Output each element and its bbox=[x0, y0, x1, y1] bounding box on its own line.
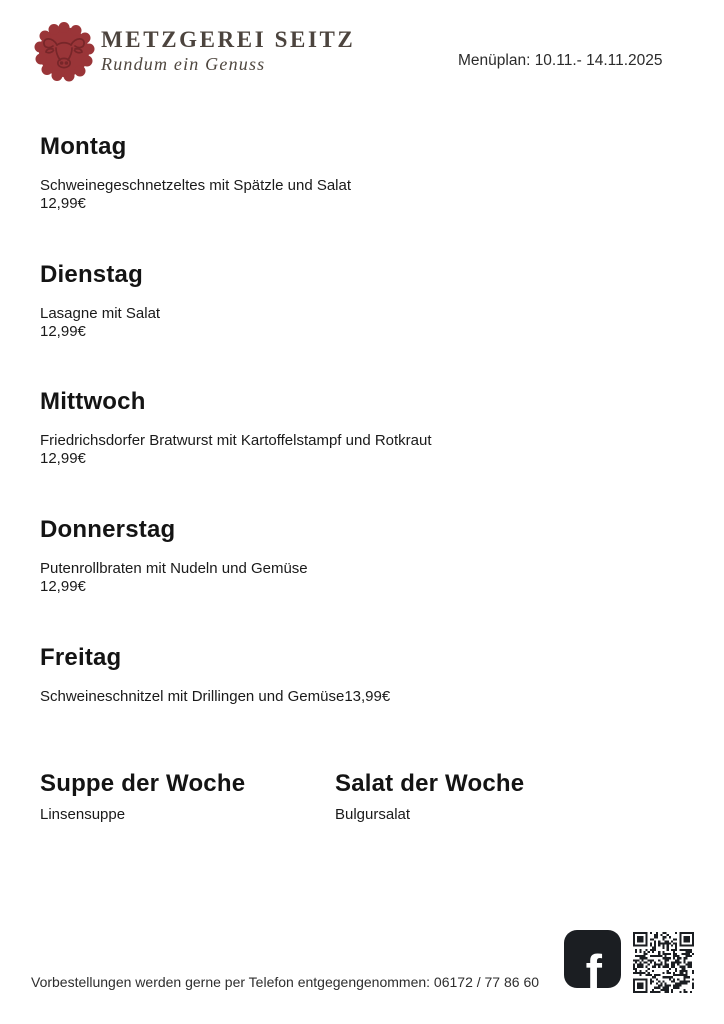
day-title: Donnerstag bbox=[40, 516, 176, 543]
day-section-donnerstag bbox=[40, 516, 680, 595]
facebook-icon[interactable] bbox=[564, 930, 621, 988]
dish-name: Schweinegeschnetzeltes mit Spätzle und Salat bbox=[40, 177, 352, 194]
dish-price: 12,99€ bbox=[40, 577, 86, 595]
day-section-dienstag bbox=[40, 261, 680, 340]
dish-entry bbox=[40, 560, 680, 595]
salad-of-week-item: Bulgursalat bbox=[335, 806, 411, 823]
butcher-seal-logo-icon bbox=[33, 21, 95, 83]
weekly-specials bbox=[40, 770, 680, 824]
dish-price: 13,99€ bbox=[344, 688, 391, 705]
day-section-freitag bbox=[40, 644, 680, 706]
soup-of-week-title: Suppe der Woche bbox=[40, 770, 246, 797]
dish-name: Schweineschnitzel mit Drillingen und Gemüse bbox=[40, 688, 345, 705]
dish-name: Friedrichsdorfer Bratwurst mit Kartoffelstampf und Rotkraut bbox=[40, 432, 432, 449]
day-title: Montag bbox=[40, 133, 127, 160]
dish-entry bbox=[40, 177, 680, 212]
dish-price: 12,99€ bbox=[40, 449, 86, 467]
brand-text bbox=[101, 21, 355, 75]
salad-of-week-title: Salat der Woche bbox=[335, 770, 525, 797]
soup-of-week bbox=[40, 770, 335, 824]
brand-name: METZGEREI SEITZ bbox=[101, 27, 356, 52]
dish-price: 12,99€ bbox=[40, 194, 86, 212]
dish-entry bbox=[40, 432, 680, 467]
brand-tagline: Rundum ein Genuss bbox=[101, 54, 266, 74]
menu-plan-date: Menüplan: 10.11.- 14.11.2025 bbox=[458, 52, 663, 69]
soup-of-week-item: Linsensuppe bbox=[40, 806, 126, 823]
day-title: Dienstag bbox=[40, 261, 143, 288]
facebook-f-glyph: f bbox=[585, 946, 602, 988]
social-links bbox=[564, 930, 694, 993]
dish-price: 12,99€ bbox=[40, 322, 86, 340]
day-title: Mittwoch bbox=[40, 388, 146, 415]
brand-header bbox=[33, 21, 355, 83]
day-section-montag bbox=[40, 133, 680, 212]
dish-entry bbox=[40, 688, 680, 706]
day-section-mittwoch bbox=[40, 388, 680, 467]
preorder-note: Vorbestellungen werden gerne per Telefon entgegengenommen: 06172 / 77 86 60 bbox=[31, 974, 540, 990]
dish-name: Lasagne mit Salat bbox=[40, 305, 161, 322]
day-title: Freitag bbox=[40, 644, 122, 671]
dish-entry bbox=[40, 305, 680, 340]
salad-of-week bbox=[335, 770, 630, 824]
dish-name: Putenrollbraten mit Nudeln und Gemüse bbox=[40, 560, 308, 577]
qr-code-icon bbox=[633, 932, 694, 993]
